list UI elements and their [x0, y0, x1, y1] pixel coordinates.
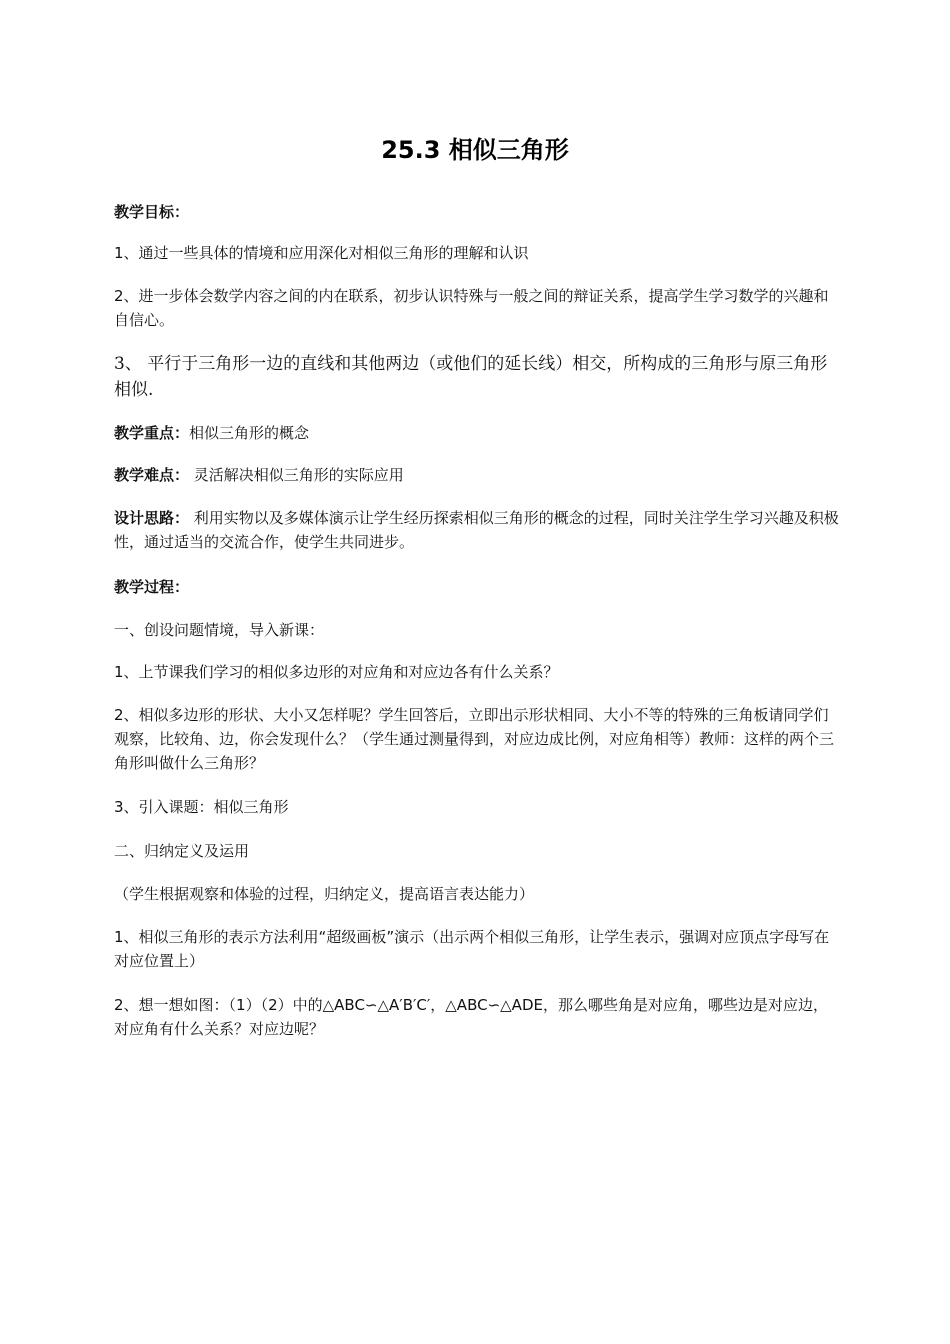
section1-item-1: 1、上节课我们学习的相似多边形的对应角和对应边各有什么关系？	[114, 663, 559, 681]
objective-3: 3、 平行于三角形一边的直线和其他两边（或他们的延长线）相交，所构成的三角形与原三角形相似.	[114, 354, 828, 400]
page-title: 25.3 相似三角形	[381, 136, 569, 164]
section2-heading: 二、归纳定义及运用	[114, 842, 250, 860]
section1-item-2: 2、相似多边形的形状、大小又怎样呢？学生回答后，立即出示形状相同、大小不等的特殊的三角板请同学们观察，比较角、边，你会发现什么？（学生通过测量得到，对应边成比例，对应角相等）教师：这样的两个三角形叫做什么三角形？	[114, 706, 835, 772]
objectives-heading: 教学目标：	[114, 203, 190, 221]
section1-heading: 一、创设问题情境，导入新课：	[114, 621, 325, 639]
design-idea	[114, 506, 840, 554]
section2-note: （学生根据观察和体验的过程，归纳定义，提高语言表达能力）	[114, 885, 535, 903]
difficulty	[114, 463, 840, 487]
key-point	[114, 421, 840, 445]
objective-1: 1、通过一些具体的情境和应用深化对相似三角形的理解和认识	[114, 244, 529, 262]
objective-2: 2、进一步体会数学内容之间的内在联系，初步认识特殊与一般之间的辩证关系，提高学生学习数学的兴趣和自信心。	[114, 287, 829, 329]
design-text: 利用实物以及多媒体演示让学生经历探索相似三角形的概念的过程，同时关注学生学习兴趣及积极性，通过适当的交流合作，使学生共同进步。	[114, 509, 839, 551]
key-point-text: 相似三角形的概念	[189, 424, 310, 442]
difficulty-label: 教学难点：	[114, 466, 190, 484]
difficulty-text: 灵活解决相似三角形的实际应用	[189, 466, 404, 484]
process-heading: 教学过程：	[114, 578, 190, 596]
key-point-label: 教学重点：	[114, 424, 190, 442]
section1-item-3: 3、引入课题：相似三角形	[114, 798, 289, 816]
section2-item-1: 1、相似三角形的表示方法利用“超级画板”演示（出示两个相似三角形，让学生表示，强调对应顶点字母写在对应位置上）	[114, 928, 830, 970]
section2-item-2: 2、想一想如图：（1）（2）中的△ABC∽△A′B′C′，△ABC∽△ADE，那么哪些角是对应角，哪些边是对应边，对应角有什么关系？对应边呢？	[114, 996, 828, 1038]
design-label: 设计思路：	[114, 509, 190, 527]
